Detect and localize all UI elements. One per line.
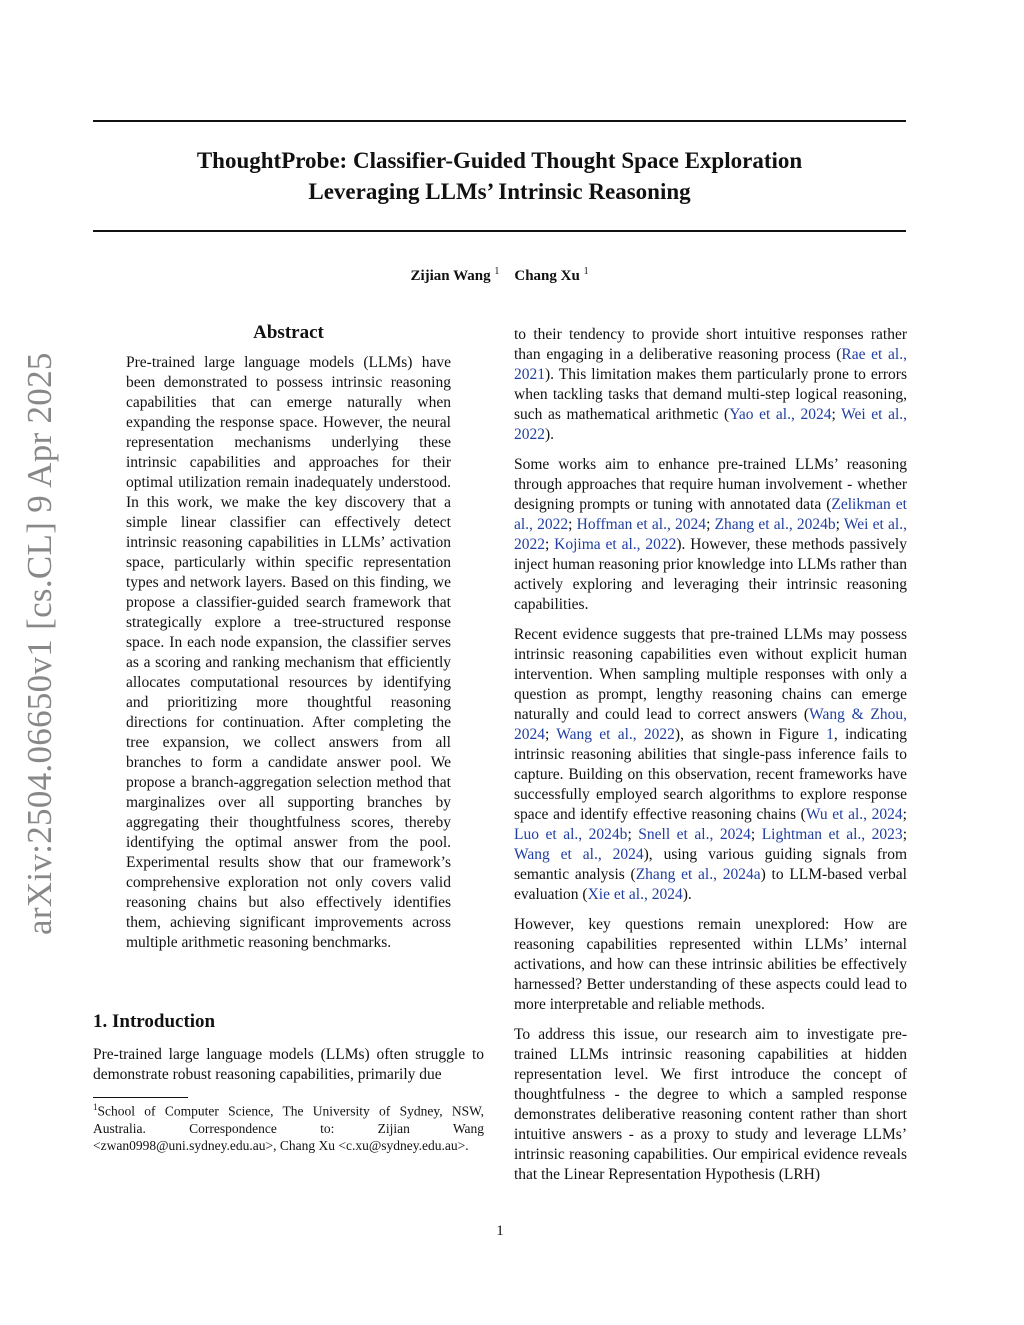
citation-link[interactable]: Hoffman et al., 2024 [576, 516, 707, 533]
paragraph-text: ; [831, 406, 842, 423]
title-line-2: Leveraging LLMs’ Intrinsic Reasoning [308, 179, 691, 204]
author-name: Zijian Wang [410, 268, 491, 284]
title-bottom-rule [93, 230, 906, 232]
page-number: 1 [496, 1223, 504, 1239]
intro-paragraph [514, 625, 907, 905]
abstract-body [126, 353, 451, 963]
paragraph-text: ; [545, 536, 555, 553]
paragraph-text: to their tendency to provide short intuitive responses rather than engaging in a deliberative reasoning process ( [514, 326, 907, 363]
paragraph-text: ; [902, 826, 907, 843]
citation-link[interactable]: Zhang et al., 2024a [635, 866, 761, 883]
author-name: Chang Xu [514, 268, 580, 284]
paragraph-text: , indicating intrinsic reasoning abilities that single-pass inference fails to capture. Building on this observation, recent frameworks have successfully employed search algorithms to explore response space and identify effective reasoning chains ( [514, 726, 907, 823]
arxiv-identifier: arXiv:2504.06650v1 [cs.CL] 9 Apr 2025 [20, 352, 59, 935]
intro-paragraph [514, 915, 907, 1015]
paragraph-text: ). [545, 426, 555, 443]
intro-paragraph [514, 455, 907, 615]
citation-link[interactable]: Wu et al., 2024 [805, 806, 903, 823]
intro-right-column [514, 325, 907, 1195]
citation-link[interactable]: Rae et al., 2021 [514, 346, 907, 383]
citation-link[interactable]: Wang & Zhou, 2024 [514, 706, 907, 743]
paragraph-text: ; [627, 826, 639, 843]
title-line-1: ThoughtProbe: Classifier-Guided Thought Space Exploration [196, 148, 803, 173]
paper-title [93, 145, 906, 207]
paragraph-text: ; [706, 516, 715, 533]
paragraph-text: ), as shown in Figure [674, 726, 827, 743]
paragraph-text: ). However, these methods passively inject human reasoning prior knowledge into LLMs rather than actively exploring and leveraging their intrinsic reasoning capabilities. [514, 536, 907, 613]
paragraph-text: Some works aim to enhance pre-trained LLMs’ reasoning through approaches that require human involvement - whether designing prompts or tuning with annotated data ( [514, 456, 907, 513]
citation-link[interactable]: Xie et al., 2024 [587, 886, 683, 903]
footnote-rule [93, 1097, 188, 1098]
paragraph-text: ; [902, 806, 907, 823]
paragraph-text: ). This limitation makes them particularly prone to errors when tackling tasks that demand multi-step logical reasoning, such as mathematical arithmetic ( [514, 366, 907, 423]
citation-link[interactable]: Kojima et al., 2022 [554, 536, 677, 553]
citation-link[interactable]: Lightman et al., 2023 [761, 826, 903, 843]
paragraph-text: Recent evidence suggests that pre-trained LLMs may possess intrinsic reasoning capabilities even without explicit human intervention. When sampling multiple responses with only a question as prompt, lengthy reasoning chains can emerge naturally and could lead to correct answers ( [514, 626, 907, 723]
intro-paragraph [514, 325, 907, 445]
paragraph-text: ), using various guiding signals from semantic analysis ( [514, 846, 908, 883]
citation-link[interactable]: Yao et al., 2024 [729, 406, 832, 423]
paragraph-text: To address this issue, our research aim to investigate pre-trained LLMs intrinsic reasoning capabilities at hidden representation level. We first introduce the concept of thoughtfulness - the degree to which a sampled response demonstrates deliberative reasoning content rather than short intuitive answers - as a proxy to study and leverage LLMs’ intrinsic reasoning capabilities. Our empirical evidence reveals that the Linear Representation Hypothesis (LRH) [514, 1026, 907, 1183]
citation-link[interactable]: Snell et al., 2024 [638, 826, 751, 843]
abstract-text: Pre-trained large language models (LLMs) have been demonstrated to possess intrinsic reasoning capabilities that can emerge naturally when expanding the response space. However, the neural representation mechanisms underlying these intrinsic capabilities and approaches for their optimal utilization remain inadequately understood. In this work, we make the key discovery that a simple linear classifier can effectively detect intrinsic reasoning capabilities in LLMs’ activation space, particularly within specific representation types and network layers. Based on this finding, we propose a classifier-guided search framework that strategically explore a tree-structured response space. In each node expansion, the classifier serves as a scoring and ranking mechanism that efficiently allocates computational resources by identifying and prioritizing more thoughtful reasoning directions for continuation. After completing the tree expansion, we collect answers from all branches to form a candidate answer pool. We propose a branch-aggregation selection method that marginalizes over all supporting branches by aggregating their thoughtfulness scores, thereby identifying the optimal answer from the pool. Experimental results show that our framework’s comprehensive exploration not only covers valid reasoning chains but also effectively identifies them, achieving significant improvements across multiple arithmetic reasoning benchmarks. [126, 354, 451, 951]
paragraph-text: ; [835, 516, 844, 533]
affiliation-marker: 1 [494, 266, 500, 277]
top-rule [93, 120, 906, 122]
footnote-marker: 1 [93, 1102, 98, 1112]
author-list [93, 266, 906, 285]
abstract-heading: Abstract [253, 322, 324, 343]
paragraph-text: However, key questions remain unexplored: How are reasoning capabilities represented within LLMs’ internal activations, and how can these intrinsic abilities be effectively harnessed? Better understanding of these aspects could lead to more interpretable and reliable methods. [514, 916, 907, 1013]
intro-paragraph [514, 1025, 907, 1185]
section-heading-introduction: 1. Introduction [93, 1011, 216, 1032]
footnote-text: School of Computer Science, The University of Sydney, NSW, Australia. Correspondence to: Zijian Wang <zwan0998@uni.sydney.edu.au>, Chang Xu <c.xu@sydney.edu.au>. [93, 1103, 484, 1153]
footnote [93, 1099, 484, 1154]
intro-left-column [93, 1045, 484, 1095]
paragraph-text: ; [568, 516, 577, 533]
paragraph-text: ; [545, 726, 557, 743]
paragraph-text: ). [682, 886, 692, 903]
intro-paragraph: Pre-trained large language models (LLMs) often struggle to demonstrate robust reasoning capabilities, primarily due [93, 1046, 484, 1083]
citation-link[interactable]: 1 [826, 726, 834, 743]
citation-link[interactable]: Zelikman et al., 2022 [514, 496, 907, 533]
citation-link[interactable]: Wang et al., 2022 [556, 726, 675, 743]
citation-link[interactable]: Wei et al., 2022 [514, 406, 907, 443]
paragraph-text: ; [750, 826, 762, 843]
citation-link[interactable]: Zhang et al., 2024b [714, 516, 836, 533]
affiliation-marker: 1 [583, 266, 589, 277]
paragraph-text: ) to LLM-based verbal evaluation ( [514, 866, 907, 903]
citation-link[interactable]: Wei et al., 2022 [514, 516, 907, 553]
citation-link[interactable]: Luo et al., 2024b [514, 826, 628, 843]
citation-link[interactable]: Wang et al., 2024 [514, 846, 644, 863]
